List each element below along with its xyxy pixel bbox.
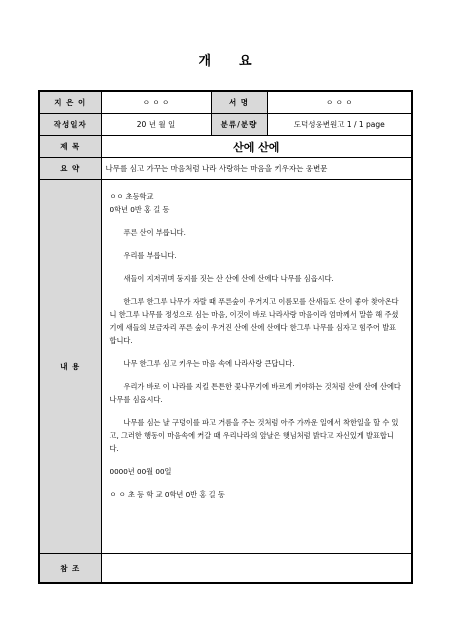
author-value: ㅇ ㅇ ㅇ (101, 91, 211, 114)
content-row (39, 180, 412, 554)
date-value: 20 년 월 일 (101, 114, 211, 136)
summary-value: 나무를 심고 가꾸는 마음처럼 나라 사랑하는 마음을 키우자는 웅변문 (101, 158, 412, 180)
paragraph-3: 새들이 지저귀며 둥지를 짓는 산 산에 산에 산에다 나무를 심읍시다. (123, 274, 334, 283)
date-row (39, 114, 412, 136)
author-label: 지 은 이 (39, 91, 101, 114)
paragraph-5: 나무 한그루 심고 키우는 마음 속에 나라사랑 큰답니다. (123, 359, 295, 368)
subject-value: 산에 산에 (101, 136, 412, 158)
subject-row (39, 136, 412, 158)
reference-row (39, 554, 412, 584)
student-line: 0학년 0반 홍 길 동 (109, 205, 170, 214)
date-label: 작성일자 (39, 114, 101, 136)
category-label: 분류/분량 (211, 114, 267, 136)
document-title (0, 50, 450, 69)
paragraph-7: 나무를 심는 날 구덩이를 파고 거름을 주는 것처럼 아주 가까운 일에서 착한일을 할 수 있고, 그러한 행동이 마음속에 커갈 때 우리나라의 앞날은 햇님처럼 밝다고 자신있게 발표합니다. (109, 418, 399, 453)
summary-row (39, 158, 412, 180)
author-row (39, 91, 412, 114)
subject-label: 제 목 (39, 136, 101, 158)
title-char-2: 요 (239, 54, 252, 69)
signature-line: ㅇ ㅇ 초 등 학 교 0학년 0반 홍 길 동 (109, 490, 225, 499)
school-line: ㅇㅇ 초등학교 (109, 192, 154, 201)
reference-value (101, 554, 412, 584)
sign-label: 서 명 (211, 91, 267, 114)
paragraph-1: 푸른 산이 부릅니다. (123, 228, 186, 237)
summary-form-table (38, 90, 413, 584)
paragraph-2: 우리를 부릅니다. (123, 251, 177, 260)
content-label: 내 용 (39, 180, 101, 554)
date-line: 0000년 00월 00일 (109, 467, 172, 476)
content-body (101, 180, 412, 554)
summary-label: 요 약 (39, 158, 101, 180)
category-value: 도덕성웅변원고 1 / 1 page (267, 114, 412, 136)
title-char-1: 개 (198, 54, 211, 69)
paragraph-4: 한그루 한그루 나무가 자랄 때 푸른숲이 우거지고 이름모를 산새들도 산이 좋아 찾아온다니 한그루 나무를 정성으로 심는 마음, 이것이 바로 나라사랑 마음이라 엄마께서 말씀 해 주셨기에 새들의 보금자리 푸른 숲이 우거진 산에 산에 산에다 한그루 나무를 심자고 힘주어 발표합니다. (109, 297, 399, 345)
sign-value: ㅇ ㅇ ㅇ (267, 91, 412, 114)
paragraph-6: 우리가 바로 이 나라를 지킬 튼튼한 꽃나무기에 바르게 커야하는 것처럼 산에 산에 산에다 나무를 심읍시다. (109, 382, 401, 404)
reference-label: 참 조 (39, 554, 101, 584)
